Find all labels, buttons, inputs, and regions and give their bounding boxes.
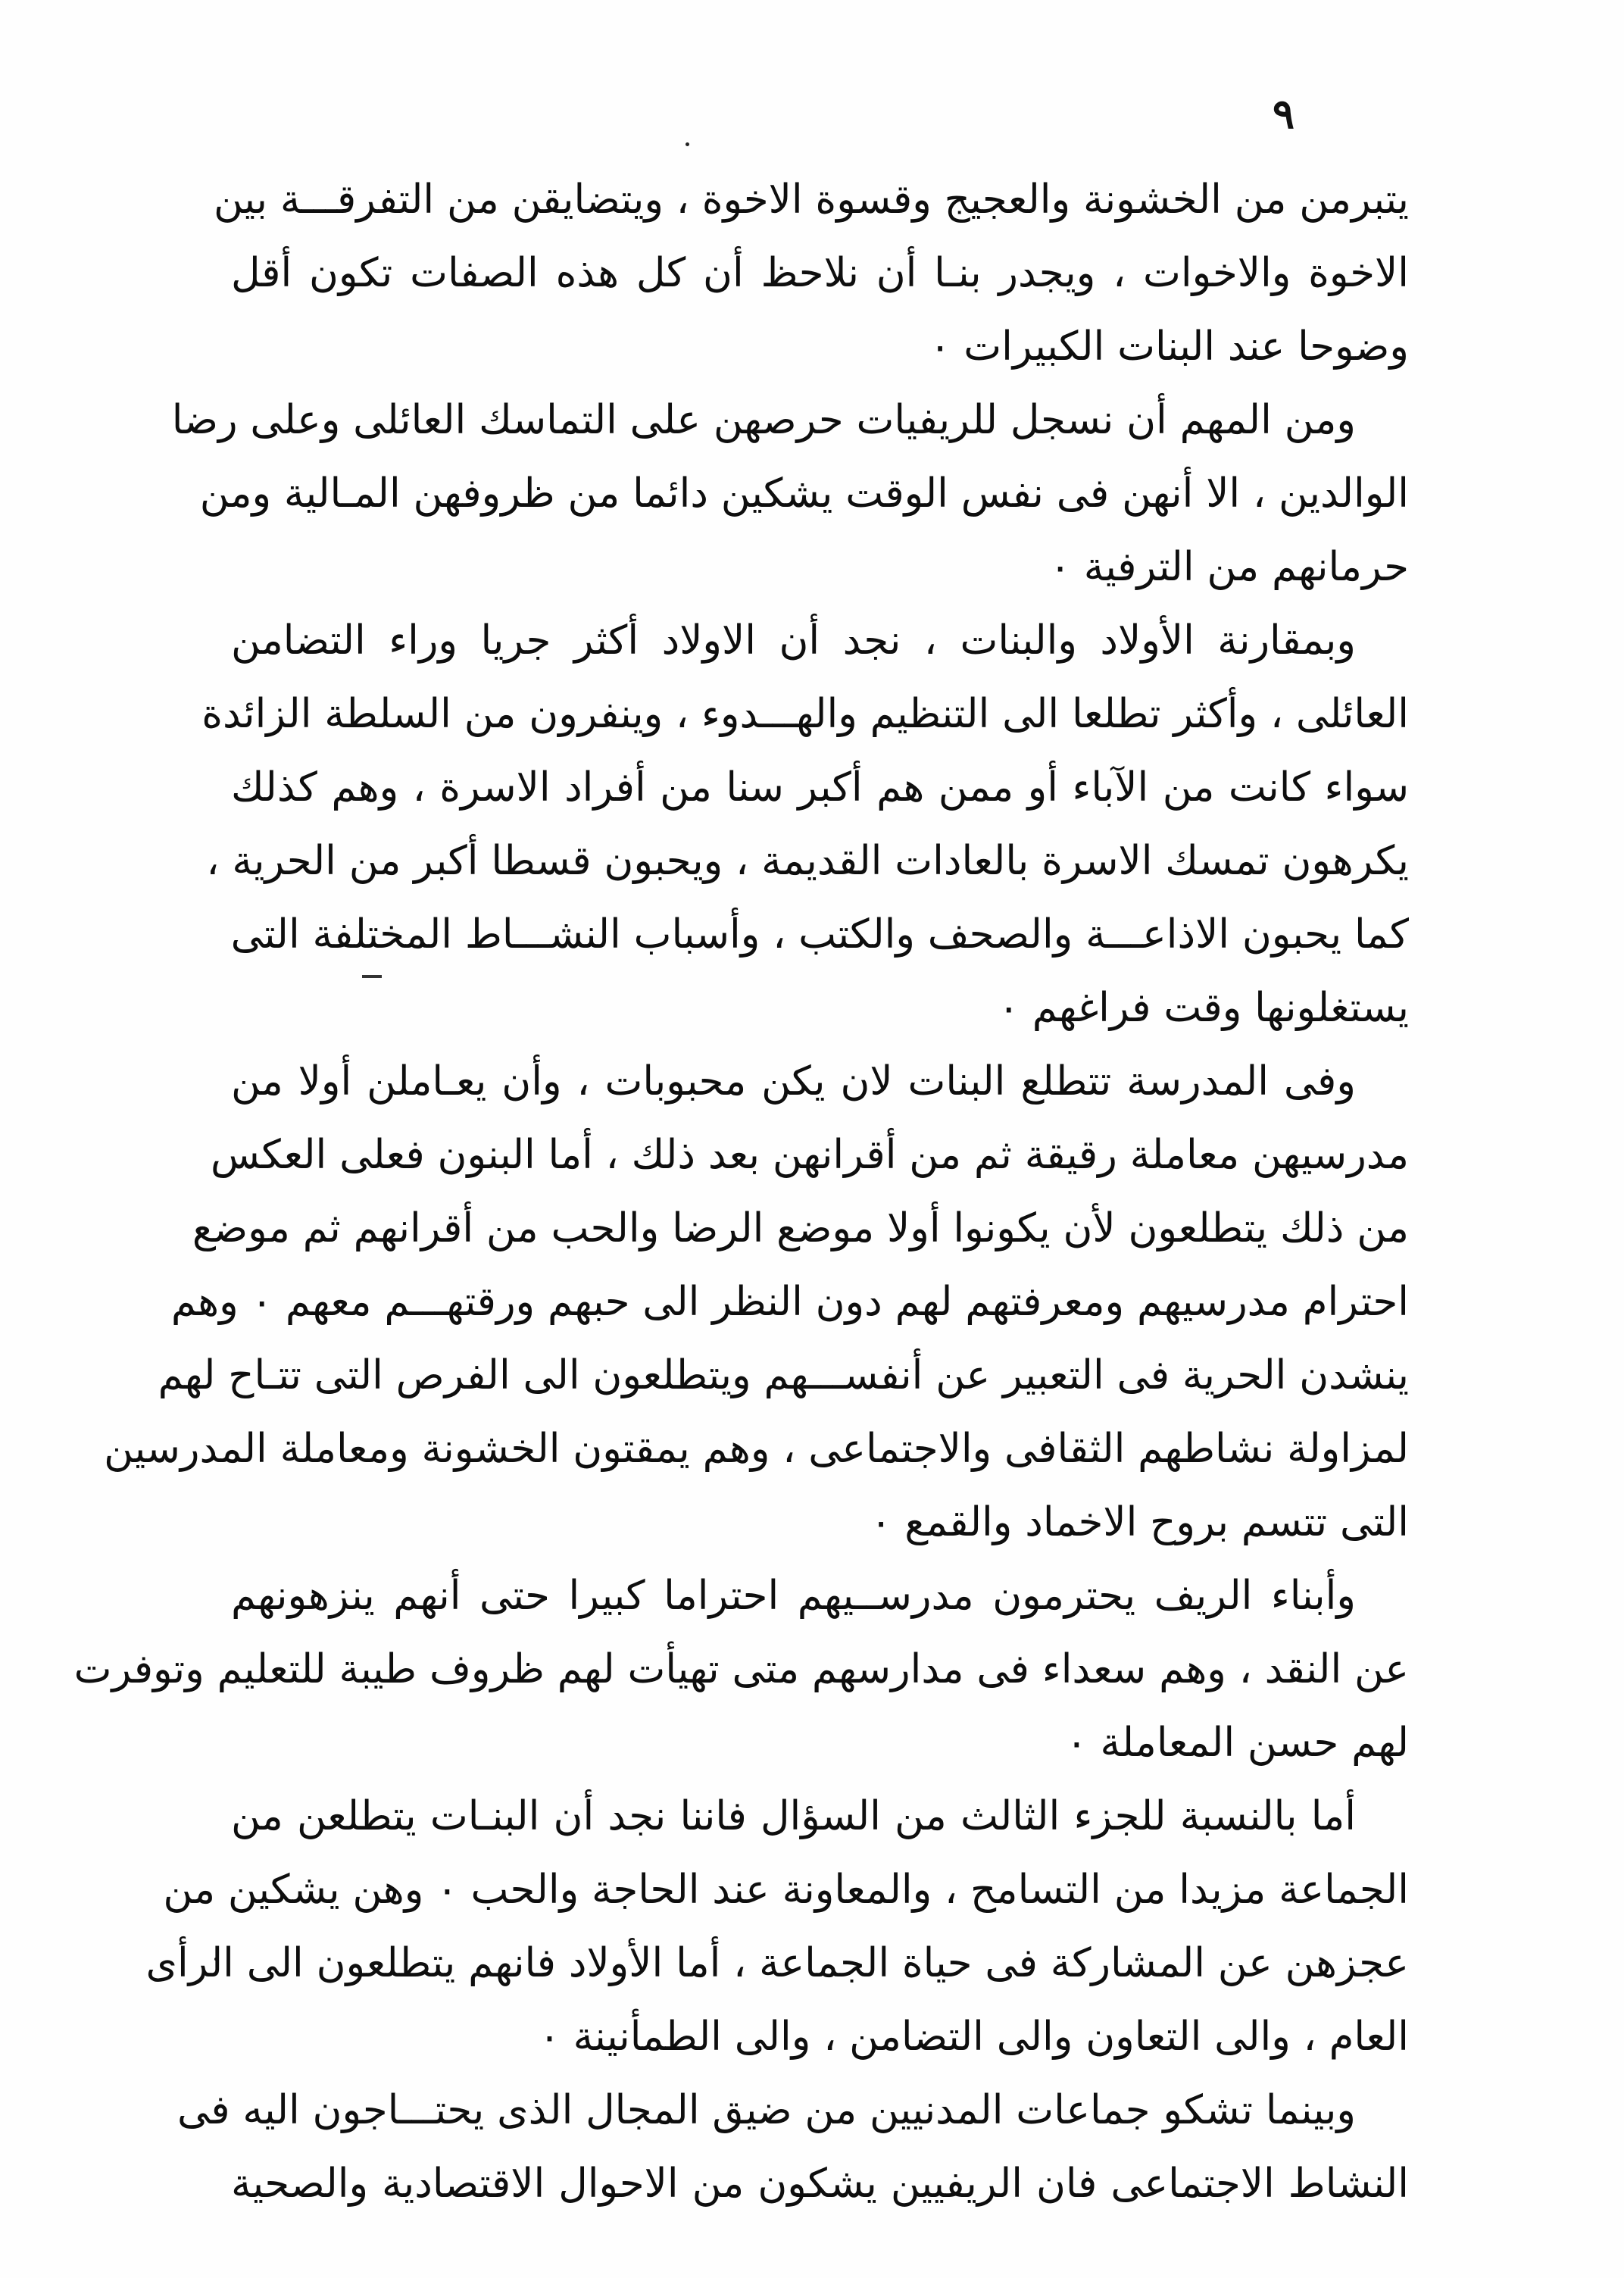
- text-line: وفى المدرسة تتطلع البنات لان يكن محبوبات ، وأن يعـاملن أولا من: [231, 1058, 1356, 1105]
- text-line: أما بالنسبة للجزء الثالث من السؤال فاننا نجد أن البنـات يتطلعن من: [231, 1793, 1356, 1839]
- text-line: عن النقد ، وهم سعداء فى مدارسهم متى تهيأت لهم ظروف طيبة للتعليم وتوفرت: [73, 1646, 1409, 1692]
- text-line: احترام مدرسيهم ومعرفتهم لهم دون النظر الى حبهم ورقتهـــم معهم ٠ وهم: [170, 1279, 1409, 1325]
- text-line: لهم حسن المعاملة ٠: [1066, 1720, 1409, 1766]
- text-line: العائلى ، وأكثر تطلعا الى التنظيم والهـــدوء ، وينفرون من السلطة الزائدة: [201, 691, 1409, 737]
- text-line: كما يحبون الاذاعـــة والصحف والكتب ، وأسباب النشـــاط المختلفة التى: [230, 911, 1409, 958]
- scan-speck: [686, 142, 689, 146]
- body-text: [73, 163, 1409, 2220]
- paragraph: [73, 1559, 1409, 1780]
- text-line: سواء كانت من الآباء أو ممن هم أكبر سنا من أفراد الاسرة ، وهم كذلك: [231, 764, 1409, 811]
- paragraph: [104, 1045, 1409, 1559]
- text-line: الاخوة والاخوات ، ويجدر بنـا أن نلاحظ أن كل هذه الصفات تكون أقل: [231, 250, 1409, 296]
- paragraph: [177, 2073, 1409, 2220]
- text-line: من ذلك يتطلعون لأن يكونوا أولا موضع الرضا والحب من أقرانهم ثم موضع: [192, 1205, 1409, 1251]
- paragraph: [201, 604, 1409, 1045]
- text-line: الوالدين ، الا أنهن فى نفس الوقت يشكين دائما من ظروفهن المـالية ومن: [199, 470, 1409, 517]
- text-line: التى تتسم بروح الاخماد والقمع ٠: [870, 1499, 1409, 1545]
- text-line: وبمقارنة الأولاد والبنات ، نجد أن الاولاد أكثر جريا وراء التضامن: [231, 617, 1356, 664]
- text-line: ومن المهم أن نسجل للريفيات حرصهن على التماسك العائلى وعلى رضا: [171, 397, 1356, 443]
- text-line: وأبناء الريف يحترمون مدرســيهم احتراما كبيرا حتى أنهم ينزهونهم: [231, 1573, 1356, 1619]
- paragraph: [213, 163, 1409, 383]
- text-line: يكرهون تمسك الاسرة بالعادات القديمة ، ويحبون قسطا أكبر من الحرية ،: [206, 838, 1409, 884]
- paragraph: [171, 383, 1409, 604]
- text-line: ينشدن الحرية فى التعبير عن أنفســـهم ويتطلعون الى الفرص التى تتـاح لهم: [158, 1352, 1409, 1398]
- text-line: يتبرمن من الخشونة والعجيج وقسوة الاخوة ، ويتضايقن من التفرقـــة بين: [213, 177, 1409, 223]
- page-number: ٩: [1273, 89, 1295, 138]
- text-line: وبينما تشكو جماعات المدنيين من ضيق المجال الذى يحتـــاجون اليه فى: [177, 2087, 1356, 2133]
- text-line: حرمانهم من الترفية ٠: [1049, 544, 1409, 590]
- text-line: الجماعة مزيدا من التسامح ، والمعاونة عند الحاجة والحب ٠ وهن يشكين من: [163, 1867, 1409, 1913]
- text-line: يستغلونها وقت فراغهم ٠: [998, 985, 1409, 1031]
- text-line: العام ، والى التعاون والى التضامن ، والى الطمأنينة ٠: [539, 2014, 1409, 2060]
- text-line: وضوحا عند البنات الكبيرات ٠: [929, 323, 1409, 370]
- text-line: مدرسيهن معاملة رقيقة ثم من أقرانهن بعد ذلك ، أما البنون فعلى العكس: [210, 1132, 1409, 1178]
- text-line: لمزاولة نشاطهم الثقافى والاجتماعى ، وهم يمقتون الخشونة ومعاملة المدرسين: [104, 1426, 1409, 1472]
- paragraph: [145, 1780, 1409, 2073]
- text-line: النشاط الاجتماعى فان الريفيين يشكون من الاحوال الاقتصادية والصحية: [231, 2161, 1409, 2207]
- text-line: عجزهن عن المشاركة فى حياة الجماعة ، أما الأولاد فانهم يتطلعون الى الرأى: [145, 1940, 1409, 1986]
